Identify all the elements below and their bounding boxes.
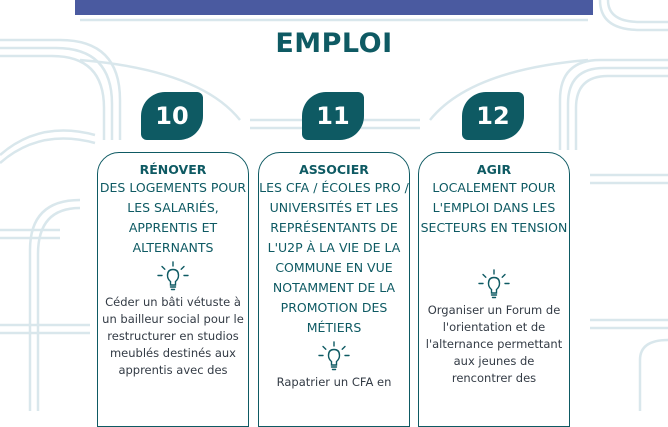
card-subtitle: LOCALEMENT POUR L'EMPLOI DANS LES SECTEURS EN TENSION [420,180,568,235]
card-subtitle: LES CFA / ÉCOLES PRO / UNIVERSITÉS ET LES REPRÉSENTANTS DE L'U2P À LA VIE DE LA COMMUNE EN VUE NOTAMMENT DE LA PROMOTION DES MÉTIERS [259,180,409,335]
card-subtitle: DES LOGEMENTS POUR LES SALARIÉS, APPRENTIS ET ALTERNANTS [99,180,247,255]
action-card-associer [258,152,410,427]
card-title: RÉNOVER [139,162,207,177]
lightbulb-icon [477,268,511,302]
card-body-text: Organiser un Forum de l'orientation et de l'alternance permettant aux jeunes de rencontrer des [425,303,563,385]
lightbulb-icon [317,340,351,374]
card-title: AGIR [476,162,512,177]
action-card-renover [97,152,249,427]
card-number-badge: 11 [302,92,364,140]
card-number-badge: 12 [462,92,524,140]
page-title: EMPLOI [275,28,393,59]
top-banner-band [75,0,593,15]
lightbulb-icon [156,260,190,294]
card-number-badge: 10 [141,92,203,140]
card-body-text: Céder un bâti vétuste à un bailleur social pour le restructurer en studios meublés destinés aux apprentis avec des [102,295,244,377]
card-body-text: Rapatrier un CFA en [276,375,392,389]
card-title: ASSOCIER [299,162,369,177]
action-card-agir [418,152,570,427]
